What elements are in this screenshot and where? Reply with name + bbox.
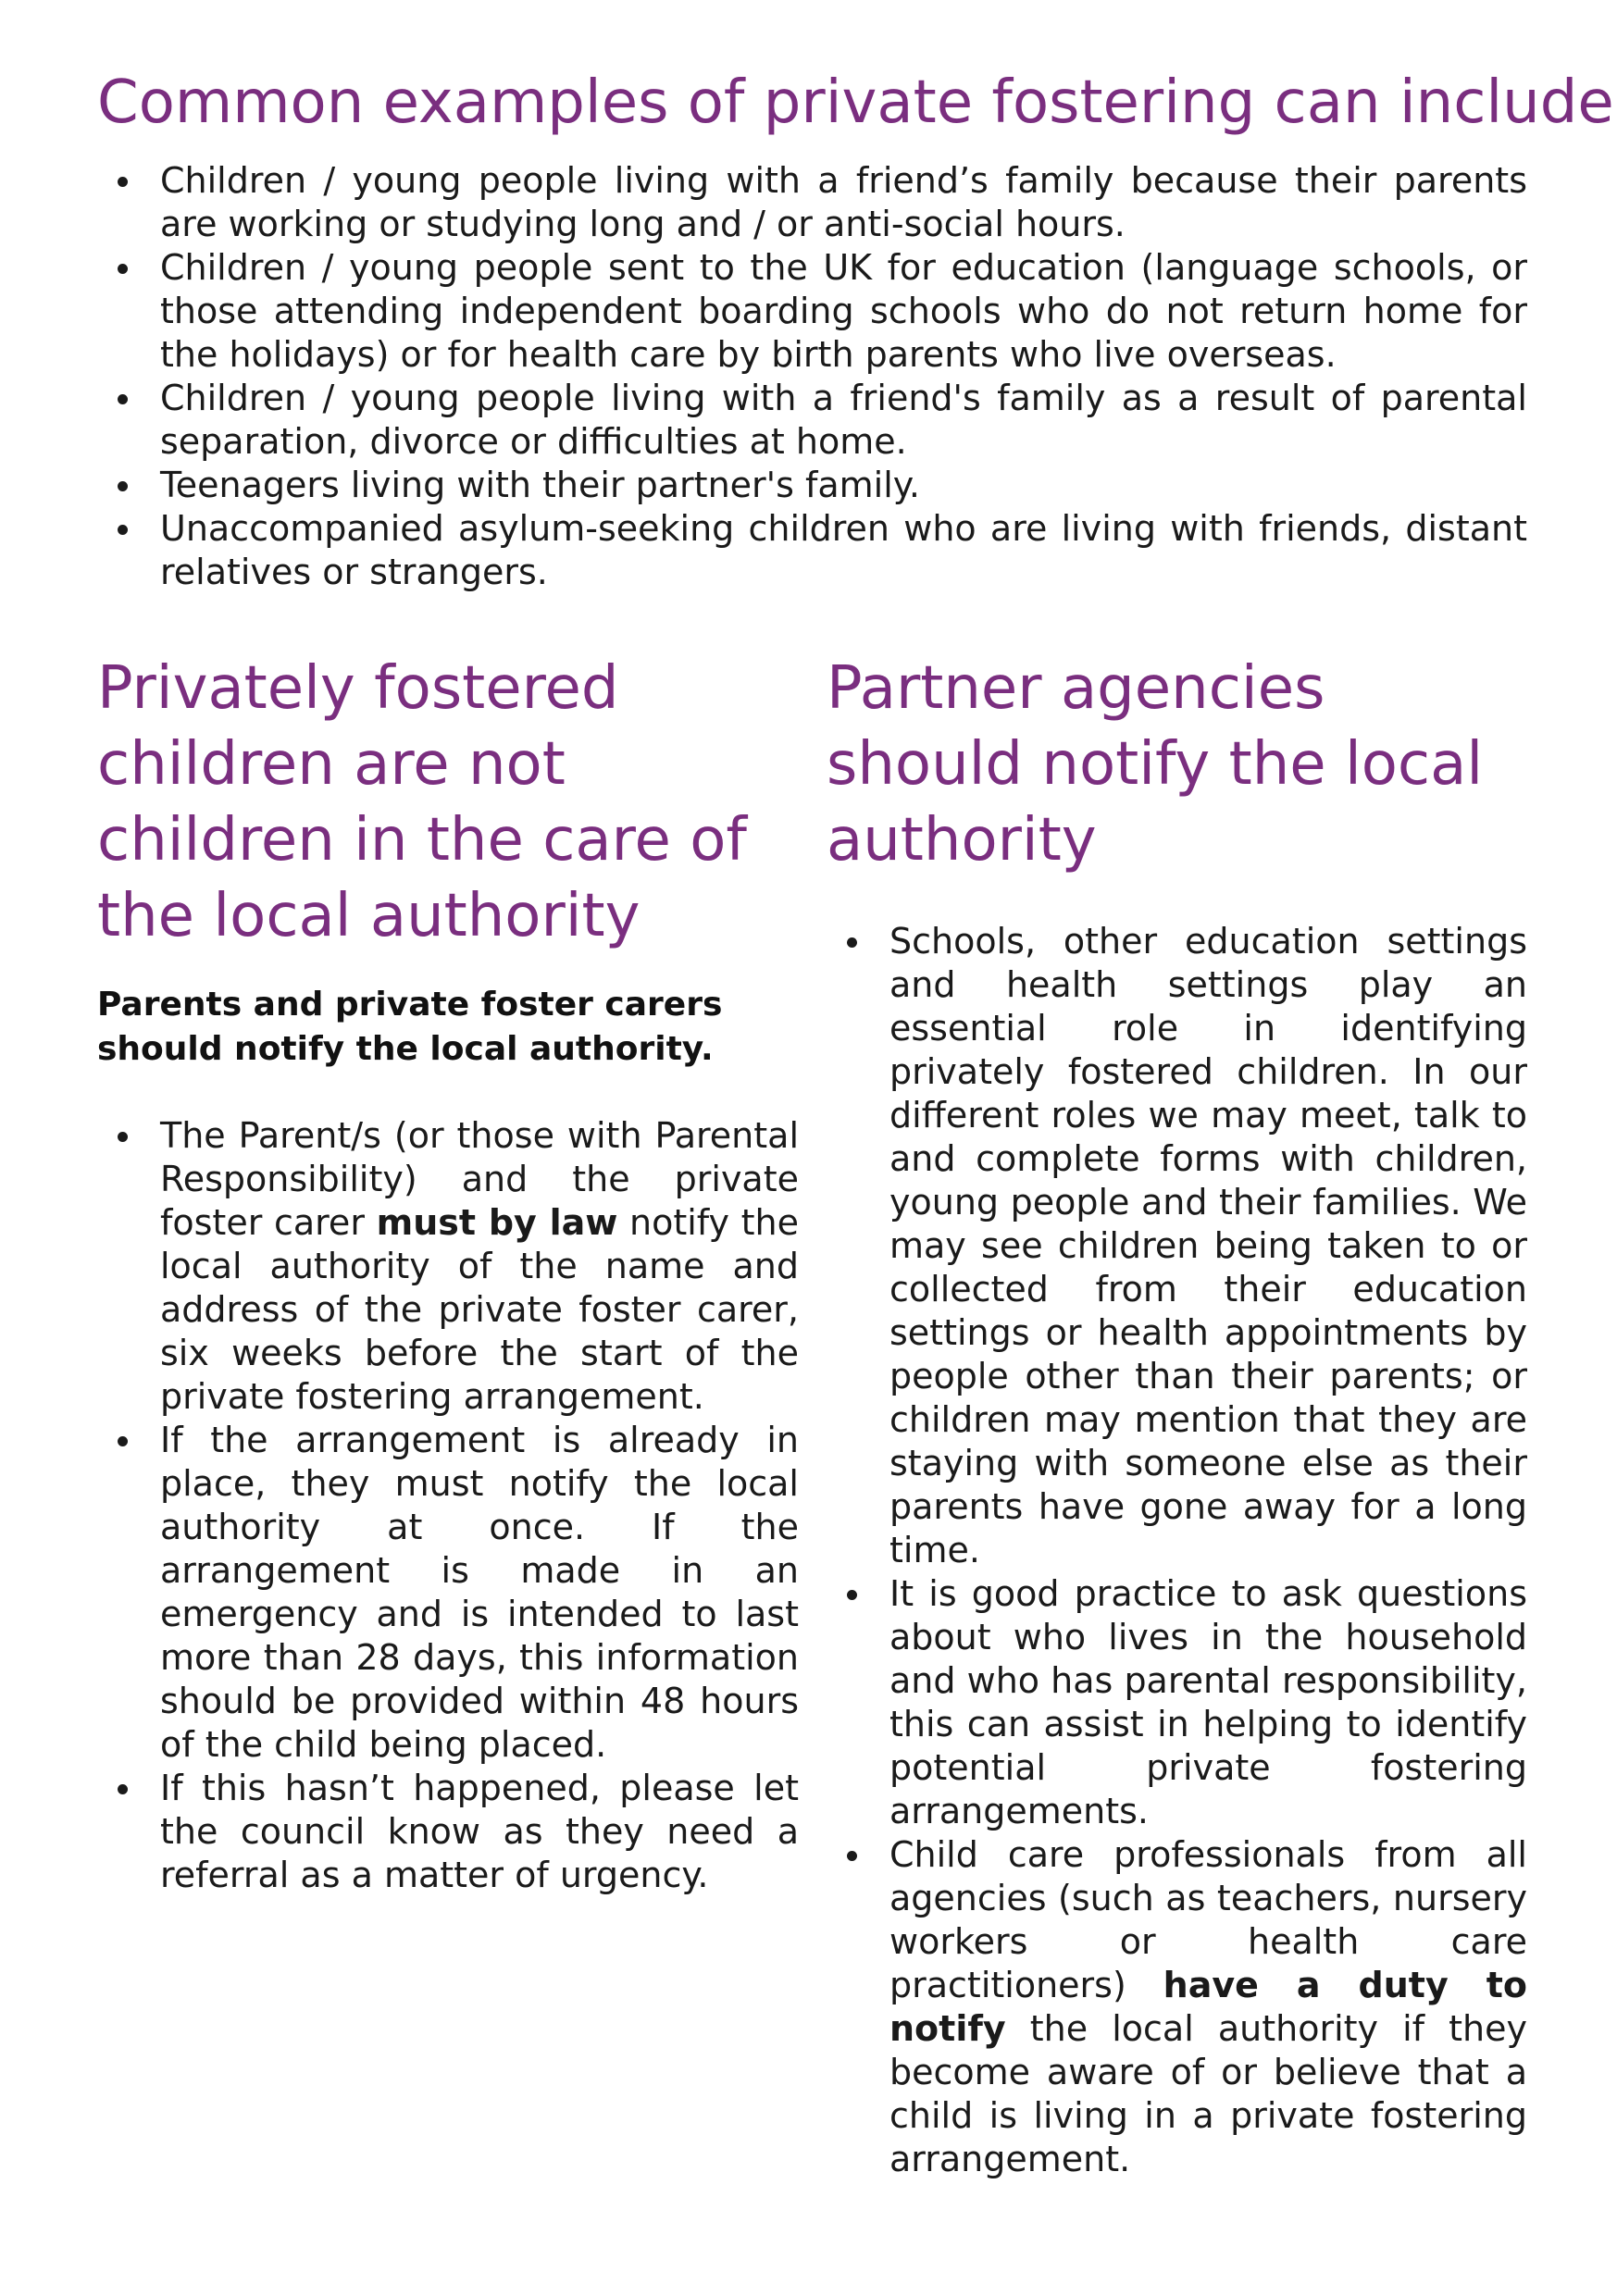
list-item-text: If this hasn’t happened, please let the council know as they need a referral as a matter of urgency. [160, 1768, 799, 1895]
list-item [97, 1767, 799, 1897]
bullet-icon [847, 1851, 857, 1861]
list-item [97, 507, 1527, 594]
bullet-icon [118, 481, 128, 491]
bullet-icon [118, 1132, 128, 1142]
list-item-text: Unaccompanied asylum-seeking children who are living with friends, distant relatives or strangers. [160, 508, 1527, 592]
left-heading: Privately fostered children are not children in the care of the local authority [97, 654, 747, 950]
bullet-icon [118, 1784, 128, 1794]
list-item [97, 464, 1527, 507]
list-item-text: Children / young people sent to the UK for education (language schools, or those attending independent boarding schools who do not return home for the holidays) or for health care by birth parents who live overseas. [160, 247, 1527, 375]
list-item-text: If the arrangement is already in place, they must notify the local authority at once. If the arrangement is made in an emergency and is intended to last more than 28 days, this information should be provided within 48 hours of the child being placed. [160, 1420, 799, 1765]
right-list [827, 920, 1527, 2181]
list-item-text-bold: have a duty to notify [889, 1965, 1528, 2049]
list-item-text: Children / young people living with a friend's family as a result of parental separation, divorce or difficulties at home. [160, 378, 1527, 462]
list-item-text: It is good practice to ask questions about who lives in the household and who has parental responsibility, this can assist in helping to identify potential private fostering arrangements. [889, 1573, 1527, 1831]
bullet-icon [118, 1436, 128, 1446]
list-item-text: Schools, other education settings and health settings play an essential role in identifying privately fostered children. In our different roles we may meet, talk to and complete forms with children, young people and their families. We may see children being taken to or collected from their education settings or health appointments by people other than their parents; or children may mention that they are staying with someone else as their parents have gone away for a long time. [889, 921, 1527, 1570]
list-item-text-post: the local authority if they become aware of or believe that a child is living in a private fostering arrangement. [889, 2008, 1527, 2179]
bullet-icon [118, 394, 128, 404]
list-item [97, 377, 1527, 464]
list-item-text-post: notify the local authority of the name and address of the private foster carer, six weeks before the start of the private fostering arrangement. [160, 1202, 800, 1417]
bullet-icon [118, 177, 128, 187]
list-item [97, 246, 1527, 377]
list-item-text-pre: The Parent/s (or those with Parental Responsibility) and the private foster carer [160, 1115, 799, 1243]
examples-heading: Common examples of private fostering can include [97, 68, 1614, 137]
bullet-icon [118, 525, 128, 535]
right-column [827, 651, 1527, 2181]
list-item [827, 1572, 1527, 1833]
list-item-text: Children / young people living with a friend’s family because their parents are working or studying long and / or anti-social hours. [160, 160, 1527, 244]
list-item-text-pre: Child care professionals from all agencies (such as teachers, nursery workers or health care practitioners) [889, 1834, 1527, 2005]
left-list [97, 1114, 799, 1897]
bullet-icon [847, 937, 857, 948]
list-item [97, 159, 1527, 246]
examples-list [97, 159, 1527, 594]
right-heading: Partner agencies should notify the local authority [827, 654, 1484, 875]
list-item [827, 1833, 1527, 2181]
bullet-icon [847, 1590, 857, 1600]
bullet-icon [118, 264, 128, 274]
left-column [97, 651, 799, 1897]
list-item [97, 1419, 799, 1767]
list-item [97, 1114, 799, 1419]
list-item-text: Teenagers living with their partner's family. [160, 465, 920, 505]
list-item-text-bold: must by law [376, 1202, 618, 1243]
left-subheading: Parents and private foster carers should notify the local authority. [97, 986, 723, 1068]
list-item [827, 920, 1527, 1572]
